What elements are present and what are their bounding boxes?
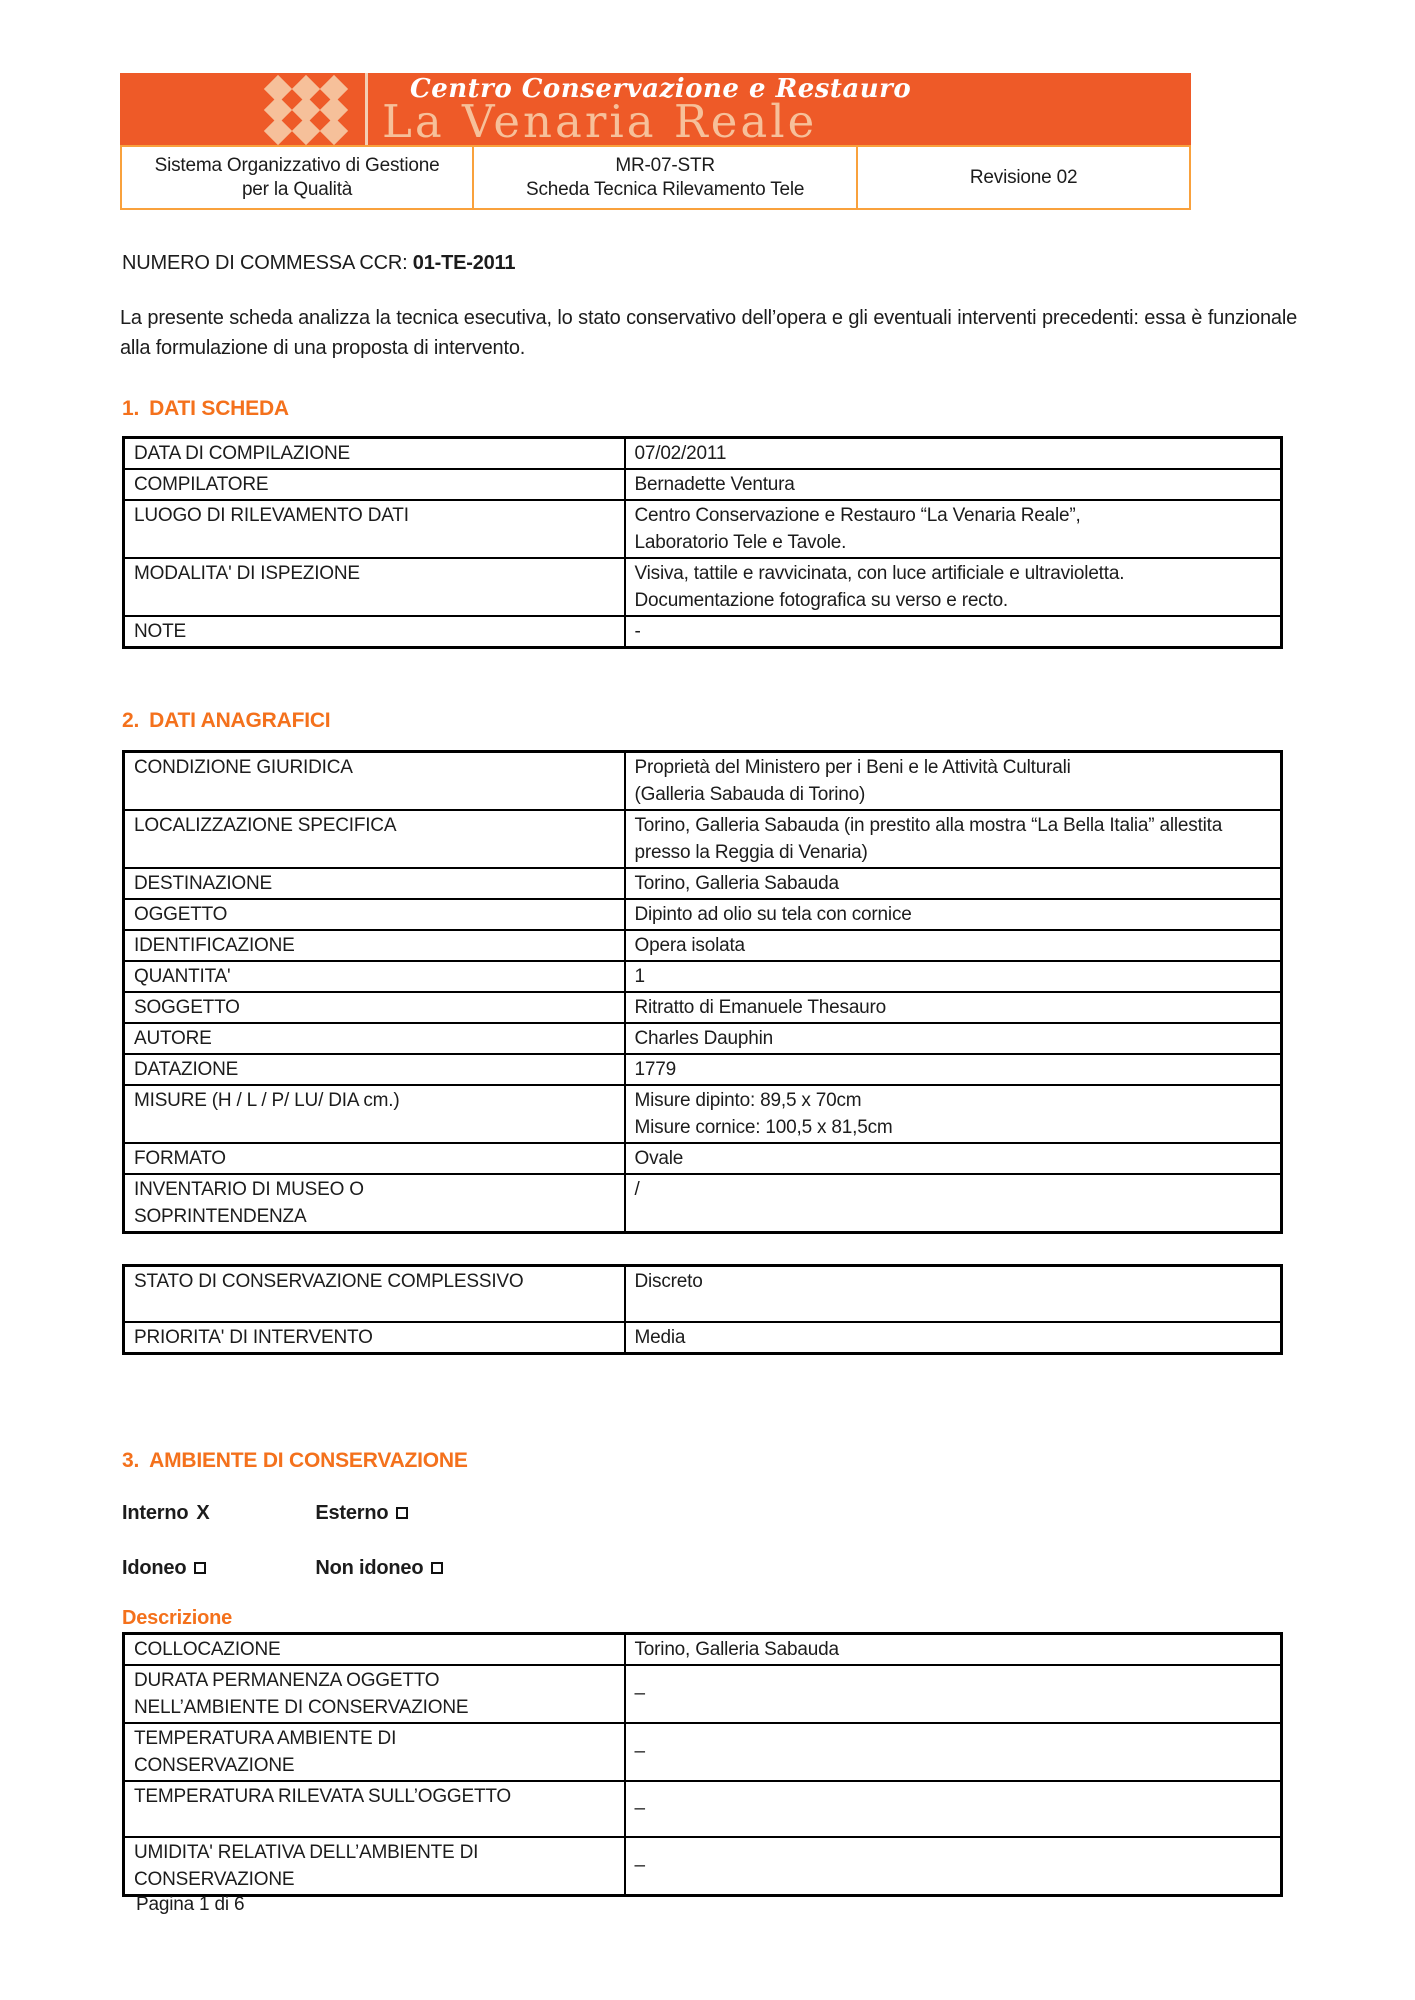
- row-label: DATAZIONE: [124, 1054, 625, 1085]
- row-value: Torino, Galleria Sabauda (in prestito alla mostra “La Bella Italia” allestita presso la Reggia di Venaria): [625, 810, 1282, 868]
- section-3-number: 3.: [122, 1448, 140, 1472]
- row-value: -: [625, 616, 1282, 648]
- table-row: [124, 616, 1282, 648]
- meta-system-cell: [122, 147, 474, 208]
- meta-doc-title: Scheda Tecnica Rilevamento Tele: [526, 178, 805, 200]
- section-3-heading: [122, 1447, 1415, 1474]
- table-row: [124, 899, 1282, 930]
- table-row: [124, 500, 1282, 558]
- table-row: [124, 1781, 1282, 1837]
- table-row: [124, 810, 1282, 868]
- row-value: Bernadette Ventura: [625, 469, 1282, 500]
- row-value: Torino, Galleria Sabauda: [625, 1633, 1282, 1665]
- row-label: DATA DI COMPILAZIONE: [124, 438, 625, 470]
- idoneo-option: [122, 1555, 310, 1582]
- diamond-icon: [264, 117, 292, 145]
- row-label: DURATA PERMANENZA OGGETTO NELL’AMBIENTE DI CONSERVAZIONE: [124, 1665, 625, 1723]
- meta-revision: Revisione 02: [969, 166, 1078, 188]
- commessa-label: NUMERO DI COMMESSA CCR:: [122, 252, 408, 274]
- section-2-number: 2.: [122, 709, 140, 732]
- row-value: Discreto: [625, 1266, 1282, 1322]
- row-value: Centro Conservazione e Restauro “La Venaria Reale”, Laboratorio Tele e Tavole.: [625, 500, 1282, 558]
- row-value: 1779: [625, 1054, 1282, 1085]
- row-label: COMPILATORE: [124, 469, 625, 500]
- section-1-title: DATI SCHEDA: [149, 397, 289, 420]
- table-row: [124, 558, 1282, 616]
- table-row: [124, 1723, 1282, 1781]
- interno-label: Interno: [122, 1501, 189, 1524]
- row-value: Visiva, tattile e ravvicinata, con luce artificiale e ultravioletta. Documentazione fotografica su verso e recto.: [625, 558, 1282, 616]
- table-row: [124, 1174, 1282, 1233]
- section-1-heading: [122, 395, 1415, 422]
- commessa-line: [122, 250, 1415, 277]
- table-row: [124, 961, 1282, 992]
- non-idoneo-checkbox: [431, 1562, 443, 1574]
- row-value: –: [625, 1781, 1282, 1837]
- table-row: [124, 1143, 1282, 1174]
- row-label: AUTORE: [124, 1023, 625, 1054]
- row-label: OGGETTO: [124, 899, 625, 930]
- row-value: 07/02/2011: [625, 438, 1282, 470]
- banner-divider: [365, 73, 368, 145]
- idoneo-label: Idoneo: [122, 1556, 187, 1579]
- row-label: COLLOCAZIONE: [124, 1633, 625, 1665]
- section-1-number: 1.: [122, 397, 140, 420]
- esterno-option: [315, 1500, 503, 1527]
- row-label: PRIORITA' DI INTERVENTO: [124, 1322, 625, 1354]
- interno-esterno-row: [122, 1500, 1415, 1527]
- row-value: Charles Dauphin: [625, 1023, 1282, 1054]
- commessa-value: 01-TE-2011: [412, 252, 516, 274]
- table-row: [124, 1266, 1282, 1322]
- table-row: [124, 1322, 1282, 1354]
- esterno-label: Esterno: [315, 1501, 389, 1524]
- table-row: [124, 992, 1282, 1023]
- row-value: /: [625, 1174, 1282, 1233]
- non-idoneo-label: Non idoneo: [315, 1556, 424, 1579]
- venaria-diamonds-logo-icon: [268, 79, 344, 141]
- brand-subtitle: La Venaria Reale: [382, 95, 818, 145]
- row-value: –: [625, 1837, 1282, 1896]
- section-2-title: DATI ANAGRAFICI: [149, 709, 331, 732]
- table-row: [124, 1054, 1282, 1085]
- interno-option: [122, 1500, 310, 1527]
- row-label: INVENTARIO DI MUSEO O SOPRINTENDENZA: [124, 1174, 625, 1233]
- interno-x-mark: X: [196, 1501, 210, 1524]
- row-value: 1: [625, 961, 1282, 992]
- meta-system-line1: Sistema Organizzativo di Gestione: [154, 154, 440, 176]
- ambiente-conservazione-table: [122, 1632, 1283, 1897]
- table-row: [124, 1023, 1282, 1054]
- idoneo-checkbox: [194, 1562, 206, 1574]
- row-label: TEMPERATURA RILEVATA SULL’OGGETTO: [124, 1781, 625, 1837]
- row-label: FORMATO: [124, 1143, 625, 1174]
- section-2-heading: [122, 707, 1415, 734]
- meta-doc-cell: [474, 147, 858, 208]
- brand-title: Centro Conservazione e Restauro: [410, 74, 912, 104]
- diamond-icon: [292, 117, 320, 145]
- row-value: –: [625, 1665, 1282, 1723]
- row-label: STATO DI CONSERVAZIONE COMPLESSIVO: [124, 1266, 625, 1322]
- row-label: MODALITA' DI ISPEZIONE: [124, 558, 625, 616]
- dati-anagrafici-table: [122, 750, 1283, 1234]
- row-value: Proprietà del Ministero per i Beni e le Attività Culturali (Galleria Sabauda di Torino): [625, 752, 1282, 811]
- table-row: [124, 1837, 1282, 1896]
- table-row: [124, 469, 1282, 500]
- table-row: [124, 930, 1282, 961]
- row-value: Torino, Galleria Sabauda: [625, 868, 1282, 899]
- row-value: Ovale: [625, 1143, 1282, 1174]
- row-value: Ritratto di Emanuele Thesauro: [625, 992, 1282, 1023]
- row-label: NOTE: [124, 616, 625, 648]
- idoneo-row: [122, 1555, 1415, 1582]
- esterno-checkbox: [396, 1507, 408, 1519]
- meta-doc-code: MR-07-STR: [615, 154, 715, 176]
- stato-conservazione-table: [122, 1264, 1283, 1355]
- row-label: IDENTIFICAZIONE: [124, 930, 625, 961]
- row-label: LOCALIZZAZIONE SPECIFICA: [124, 810, 625, 868]
- diamond-icon: [320, 117, 348, 145]
- intro-paragraph: La presente scheda analizza la tecnica esecutiva, lo stato conservativo dell’opera e gli eventuali interventi precedenti: essa è funzionale alla formulazione di una proposta di intervento.: [120, 307, 1297, 359]
- row-value: –: [625, 1723, 1282, 1781]
- table-row: [124, 1665, 1282, 1723]
- table-row: [124, 752, 1282, 811]
- row-label: QUANTITA': [124, 961, 625, 992]
- table-row: [124, 1085, 1282, 1143]
- dati-scheda-table: [122, 436, 1283, 649]
- descrizione-heading: Descrizione: [122, 1606, 233, 1629]
- row-label: LUOGO DI RILEVAMENTO DATI: [124, 500, 625, 558]
- table-row: [124, 1633, 1282, 1665]
- row-label: SOGGETTO: [124, 992, 625, 1023]
- row-label: CONDIZIONE GIURIDICA: [124, 752, 625, 811]
- row-value: Dipinto ad olio su tela con cornice: [625, 899, 1282, 930]
- non-idoneo-option: [315, 1555, 503, 1582]
- row-label: UMIDITA' RELATIVA DELL’AMBIENTE DI CONSERVAZIONE: [124, 1837, 625, 1896]
- header-meta-table: [120, 145, 1191, 210]
- brand-banner: [120, 73, 1191, 145]
- row-value: Media: [625, 1322, 1282, 1354]
- table-row: [124, 438, 1282, 470]
- row-value: Misure dipinto: 89,5 x 70cm Misure cornice: 100,5 x 81,5cm: [625, 1085, 1282, 1143]
- row-value: Opera isolata: [625, 930, 1282, 961]
- brand-text: [382, 75, 1182, 144]
- meta-revision-cell: [858, 147, 1189, 208]
- meta-system-line2: per la Qualità: [241, 178, 353, 200]
- page-number: Pagina 1 di 6: [136, 1894, 245, 1915]
- row-label: DESTINAZIONE: [124, 868, 625, 899]
- section-3-title: AMBIENTE DI CONSERVAZIONE: [149, 1448, 468, 1472]
- table-row: [124, 868, 1282, 899]
- row-label: MISURE (H / L / P/ LU/ DIA cm.): [124, 1085, 625, 1143]
- row-label: TEMPERATURA AMBIENTE DI CONSERVAZIONE: [124, 1723, 625, 1781]
